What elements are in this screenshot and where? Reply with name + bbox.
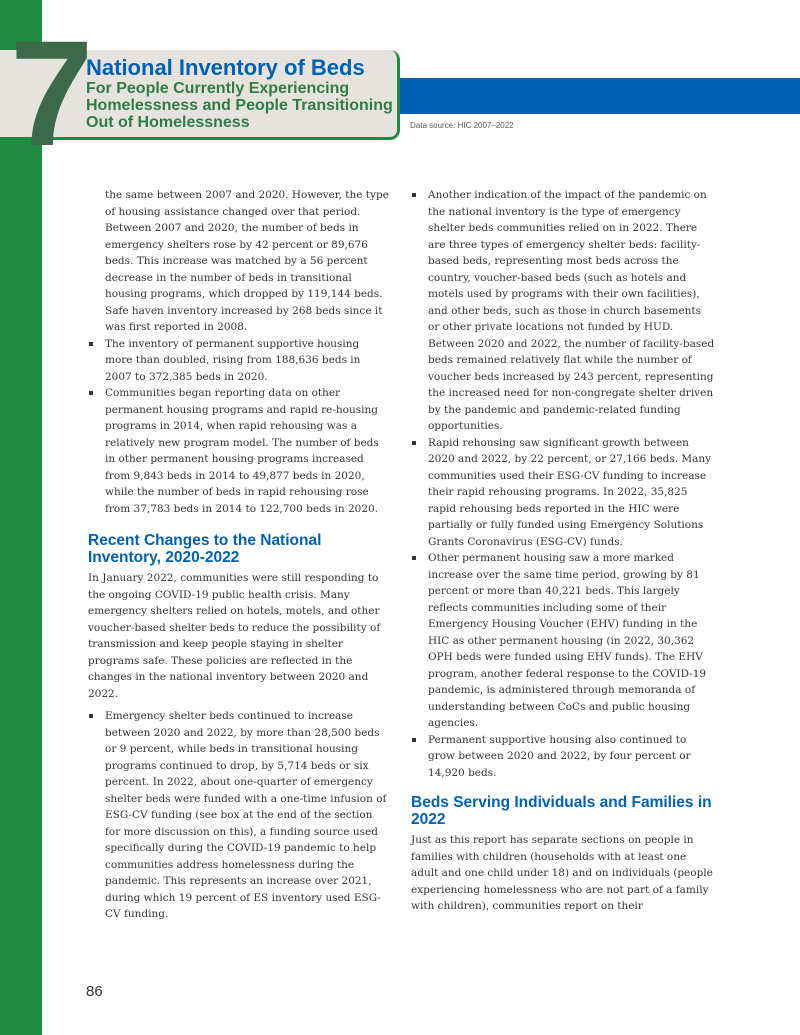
list-item: The inventory of permanent supportive housing more than doubled, rising from 188,636 beds in 2007 to 372,385 beds in 2020.: [88, 336, 390, 386]
chapter-number: 7: [10, 9, 90, 177]
list-item: Permanent supportive housing also continued to grow between 2020 and 2022, by four percent or 14,920 beds.: [411, 732, 715, 782]
page-number: 86: [86, 983, 103, 1000]
header-blue-band: [400, 78, 800, 114]
section-heading-beds-serving: Beds Serving Individuals and Families in 2022: [411, 794, 712, 828]
list-item: Rapid rehousing saw significant growth between 2020 and 2022, by 22 percent, or 27,166 beds. Many communities used their ESG-CV funding to increase their rapid rehousing programs. In 2022, 35,825 rapid rehousing beds reported in the HIC were partially or fully funded using Emergency Solutions Grants Coronavirus (ESG-CV) funds.: [411, 435, 715, 551]
intro-paragraph: the same between 2007 and 2020. However, the type of housing assistance changed over that period. Between 2007 and 2020, the number of beds in emergency shelters rose by 42 percent or 89,676 beds. This increase was matched by a 56 percent decrease in the number of beds in transitional housing programs, which dropped by 119,144 beds. Safe haven inventory increased by 268 beds since it was first reported in 2008.: [105, 189, 389, 333]
bullet-list-top: [88, 336, 390, 518]
right-column: [411, 187, 715, 915]
section-paragraph: Just as this report has separate sections on people in families with children (households with at least one adult and one child under 18) and on individuals (people experiencing homelessness who are not part of a family with children), communities report on their: [411, 834, 713, 912]
subtitle-line: Homelessness and People Transitioning: [86, 97, 393, 114]
section-heading-recent-changes: Recent Changes to the National Inventory, 2020-2022: [88, 532, 322, 566]
section-paragraph: In January 2022, communities were still responding to the ongoing COVID-19 public health crisis. Many emergency shelters relied on hotels, motels, and other voucher-based shelter beds to reduce the possibility of transmission and keep people staying in shelter programs safe. These policies are reflected in the changes in the national inventory between 2020 and 2022.: [88, 572, 381, 700]
subtitle-line: Out of Homelessness: [86, 114, 250, 131]
chapter-title: National Inventory of Beds: [86, 55, 365, 80]
list-item: Other permanent housing saw a more marked increase over the same time period, growing by 81 percent or more than 40,221 beds. This largely reflects communities including some of their Emergency Housing Voucher (EHV) funding in the HIC as other permanent housing (in 2022, 30,362 OPH beds were funded using EHV funds). The EHV program, another federal response to the COVID-19 pandemic, is administered through memoranda of understanding between CoCs and public housing agencies.: [411, 550, 715, 732]
list-item: Emergency shelter beds continued to increase between 2020 and 2022, by more than 28,500 beds or 9 percent, while beds in transitional housing programs continued to drop, by 5,714 beds or six percent. In 2022, about one-quarter of emergency shelter beds were funded with a one-time infusion of ESG-CV funding (see box at the end of the section for more discussion on this), a funding source used specifically during the COVID-19 pandemic to help communities address homelessness during the pandemic. This represents an increase over 2021, during which 19 percent of ES inventory used ESG-CV funding.: [88, 708, 390, 923]
subtitle-line: For People Currently Experiencing: [86, 80, 350, 97]
list-item: Communities began reporting data on other permanent housing programs and rapid re-housing programs in 2014, when rapid rehousing was a relatively new program model. The number of beds in other permanent housing programs increased from 9,843 beds in 2014 to 49,877 beds in 2020, while the number of beds in rapid rehousing rose from 37,783 beds in 2014 to 122,700 beds in 2020.: [88, 385, 390, 517]
chapter-subtitle: [86, 80, 406, 131]
data-source-note: Data source: HIC 2007–2022: [410, 121, 514, 130]
bullet-list-bottom: [88, 708, 390, 923]
list-item: Another indication of the impact of the pandemic on the national inventory is the type of emergency shelter beds communities relied on in 2022. There are three types of emergency shelter beds: facility-based beds, representing most beds across the country, voucher-based beds (such as hotels and motels used by programs with their own facilities), and other beds, such as those in church basements or other private locations not funded by HUD. Between 2020 and 2022, the number of facility-based beds remained relatively flat while the number of voucher beds increased by 243 percent, representing the increased need for non-congregate shelter driven by the pandemic and pandemic-related funding opportunities.: [411, 187, 715, 435]
bullet-list-right: [411, 187, 715, 781]
left-column: [88, 187, 390, 923]
